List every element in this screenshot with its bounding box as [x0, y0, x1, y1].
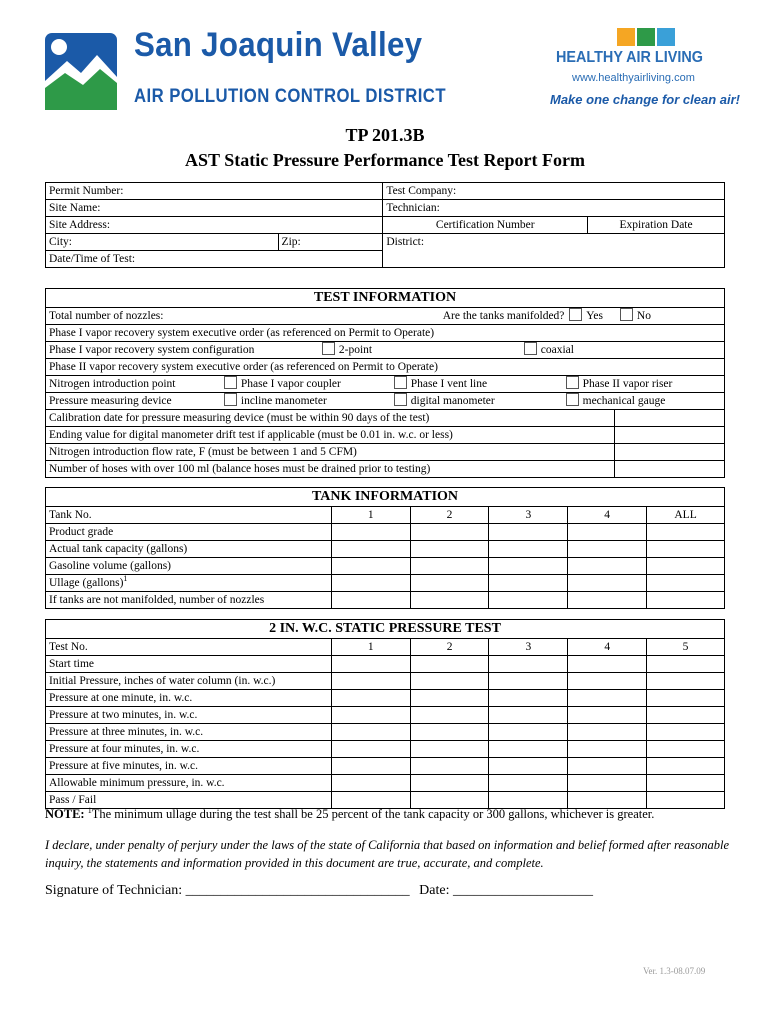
- table-cell[interactable]: [489, 524, 568, 541]
- table-cell[interactable]: [331, 541, 410, 558]
- table-cell[interactable]: [647, 541, 725, 558]
- table-cell[interactable]: [410, 592, 489, 609]
- pressure-row-label: Pressure at three minutes, in. w.c.: [46, 724, 332, 741]
- tank-row-label-ullage: [46, 575, 332, 592]
- pressure-test-table: [45, 619, 725, 809]
- table-cell[interactable]: [568, 656, 647, 673]
- table-cell[interactable]: [647, 775, 725, 792]
- table-cell[interactable]: [647, 524, 725, 541]
- table-cell[interactable]: [568, 575, 647, 592]
- table-cell[interactable]: [568, 541, 647, 558]
- table-cell[interactable]: [489, 724, 568, 741]
- hoses-label: Number of hoses with over 100 ml (balance hoses must be drained prior to testing): [46, 461, 615, 478]
- table-cell[interactable]: [647, 741, 725, 758]
- table-cell[interactable]: [410, 707, 489, 724]
- pressure-row-label: Pressure at two minutes, in. w.c.: [46, 707, 332, 724]
- table-cell[interactable]: [410, 758, 489, 775]
- pressure-row-label: Test No.: [46, 639, 332, 656]
- table-cell[interactable]: [410, 558, 489, 575]
- manifolded-yes-checkbox[interactable]: [569, 308, 582, 321]
- pressure-test-title: 2 IN. W.C. STATIC PRESSURE TEST: [46, 620, 725, 639]
- date-line[interactable]: ____________________: [453, 883, 593, 898]
- district-field[interactable]: District:: [383, 234, 588, 268]
- table-cell[interactable]: [489, 592, 568, 609]
- table-cell[interactable]: [568, 775, 647, 792]
- two-point-checkbox[interactable]: [322, 342, 335, 355]
- pressure-row-label: Initial Pressure, inches of water column (in. w.c.): [46, 673, 332, 690]
- table-cell[interactable]: [331, 758, 410, 775]
- table-cell[interactable]: [568, 724, 647, 741]
- coaxial-label: coaxial: [540, 344, 574, 356]
- healthy-air-tagline: Make one change for clean air!: [550, 92, 741, 107]
- table-cell[interactable]: [410, 575, 489, 592]
- table-cell[interactable]: [489, 558, 568, 575]
- table-row: [46, 690, 725, 707]
- date-time-field[interactable]: Date/Time of Test:: [46, 251, 383, 268]
- district-name: San Joaquin Valley: [134, 26, 423, 64]
- mechanical-gauge-label: mechanical gauge: [582, 395, 666, 407]
- phase1-config-row: [46, 342, 725, 359]
- test-company-field[interactable]: Test Company:: [383, 183, 725, 200]
- table-cell[interactable]: [568, 690, 647, 707]
- table-cell[interactable]: [331, 592, 410, 609]
- table-row: [46, 524, 725, 541]
- table-cell[interactable]: [489, 741, 568, 758]
- table-cell[interactable]: [410, 690, 489, 707]
- manifolded-no-checkbox[interactable]: [620, 308, 633, 321]
- technician-field[interactable]: Technician:: [383, 200, 725, 217]
- table-cell[interactable]: [489, 656, 568, 673]
- site-info-table: [45, 182, 725, 268]
- manifolded-label: Are the tanks manifolded?: [442, 310, 565, 322]
- table-cell[interactable]: [647, 592, 725, 609]
- ullage-label: Ullage (gallons): [49, 577, 124, 589]
- pressure-device-label: Pressure measuring device: [49, 395, 172, 407]
- healthy-air-living-title: HEALTHY AIR LIVING: [556, 49, 703, 66]
- incline-manometer-label: incline manometer: [240, 395, 327, 407]
- note-label: NOTE:: [45, 807, 85, 822]
- table-cell[interactable]: [410, 656, 489, 673]
- city-field[interactable]: City:: [46, 234, 279, 251]
- tank-information-table: [45, 487, 725, 609]
- table-row: [46, 541, 725, 558]
- table-cell[interactable]: [410, 541, 489, 558]
- tank-row-label: Gasoline volume (gallons): [46, 558, 332, 575]
- coaxial-checkbox[interactable]: [524, 342, 537, 355]
- district-field-blank[interactable]: [588, 234, 725, 268]
- tank-col-header: 2: [410, 507, 489, 524]
- table-cell[interactable]: [331, 524, 410, 541]
- zip-field[interactable]: Zip:: [278, 234, 383, 251]
- table-cell[interactable]: [489, 707, 568, 724]
- pressure-row-label: Start time: [46, 656, 332, 673]
- table-cell[interactable]: [568, 673, 647, 690]
- pressure-row-label: Pass / Fail: [46, 792, 332, 809]
- table-row: [46, 592, 725, 609]
- healthy-air-logo-squares: [617, 28, 677, 46]
- table-row: [46, 707, 725, 724]
- table-cell[interactable]: [647, 690, 725, 707]
- table-cell[interactable]: [568, 707, 647, 724]
- tank-row-label: Actual tank capacity (gallons): [46, 541, 332, 558]
- pressure-col-header: 1: [331, 639, 410, 656]
- district-logo: [45, 33, 117, 110]
- site-address-field[interactable]: Site Address:: [46, 217, 383, 234]
- test-information-title: TEST INFORMATION: [46, 289, 725, 308]
- note-text: The minimum ullage during the test shall be 25 percent of the tank capacity or 300 gallons, whichever is greater.: [91, 807, 655, 822]
- flow-rate-input[interactable]: [615, 444, 725, 461]
- table-cell[interactable]: [568, 741, 647, 758]
- ending-value-input[interactable]: [615, 427, 725, 444]
- ullage-note: [45, 806, 654, 822]
- table-row: [46, 673, 725, 690]
- table-cell[interactable]: [331, 656, 410, 673]
- table-row: [46, 758, 725, 775]
- table-cell[interactable]: [489, 690, 568, 707]
- flow-rate-label: Nitrogen introduction flow rate, F (must be between 1 and 5 CFM): [46, 444, 615, 461]
- phase2-eo-field[interactable]: Phase II vapor recovery system executive order (as referenced on Permit to Operate): [46, 359, 725, 376]
- tank-col-header: ALL: [647, 507, 725, 524]
- signature-label: Signature of Technician:: [45, 883, 183, 898]
- table-cell[interactable]: [647, 656, 725, 673]
- perjury-declaration: I declare, under penalty of perjury under the laws of the state of California that based on information and belief formed after reasonable inquiry, the statements and information provided in this document are true, accurate, and complete.: [45, 838, 730, 870]
- healthy-air-living-url[interactable]: www.healthyairliving.com: [572, 72, 695, 84]
- table-cell[interactable]: [568, 758, 647, 775]
- table-cell[interactable]: [568, 558, 647, 575]
- table-row: [46, 656, 725, 673]
- table-cell[interactable]: [647, 673, 725, 690]
- table-cell[interactable]: [489, 541, 568, 558]
- table-cell[interactable]: [489, 775, 568, 792]
- district-subtitle: AIR POLLUTION CONTROL DISTRICT: [134, 86, 446, 107]
- pressure-row-label: Pressure at one minute, in. w.c.: [46, 690, 332, 707]
- tank-row-label: Tank No.: [46, 507, 332, 524]
- tank-col-header: 3: [489, 507, 568, 524]
- table-cell[interactable]: [410, 524, 489, 541]
- site-name-field[interactable]: Site Name:: [46, 200, 383, 217]
- nitrogen-point-row: [46, 376, 725, 393]
- pressure-row-label: Pressure at four minutes, in. w.c.: [46, 741, 332, 758]
- ending-value-label: Ending value for digital manometer drift test if applicable (must be 0.01 in. w.c. or less): [46, 427, 615, 444]
- table-cell[interactable]: [568, 524, 647, 541]
- table-cell[interactable]: [647, 707, 725, 724]
- table-cell[interactable]: [489, 758, 568, 775]
- pressure-device-row: [46, 393, 725, 410]
- tank-information-title: TANK INFORMATION: [46, 488, 725, 507]
- table-cell[interactable]: [410, 741, 489, 758]
- table-cell[interactable]: [647, 575, 725, 592]
- phase1-coupler-checkbox[interactable]: [224, 376, 237, 389]
- table-cell[interactable]: [331, 575, 410, 592]
- table-cell[interactable]: [331, 707, 410, 724]
- tank-row-label: Product grade: [46, 524, 332, 541]
- pressure-col-header: 2: [410, 639, 489, 656]
- table-cell[interactable]: [489, 673, 568, 690]
- note-footnote-mark: 1: [87, 806, 92, 815]
- manifolded-no-label: No: [636, 310, 651, 322]
- table-cell[interactable]: [410, 775, 489, 792]
- table-cell[interactable]: [410, 724, 489, 741]
- test-information-table: [45, 288, 725, 478]
- table-cell[interactable]: [647, 758, 725, 775]
- pressure-col-header: 4: [568, 639, 647, 656]
- phase1-eo-field[interactable]: Phase I vapor recovery system executive order (as referenced on Permit to Operate): [46, 325, 725, 342]
- mechanical-gauge-checkbox[interactable]: [566, 393, 579, 406]
- table-row: [46, 775, 725, 792]
- tank-col-header: 1: [331, 507, 410, 524]
- phase1-vent-checkbox[interactable]: [394, 376, 407, 389]
- incline-manometer-checkbox[interactable]: [224, 393, 237, 406]
- calibration-date-input[interactable]: [615, 410, 725, 427]
- table-cell[interactable]: [647, 558, 725, 575]
- phase2-riser-checkbox[interactable]: [566, 376, 579, 389]
- phase1-coupler-label: Phase I vapor coupler: [240, 378, 341, 390]
- digital-manometer-checkbox[interactable]: [394, 393, 407, 406]
- tank-col-header: 4: [568, 507, 647, 524]
- hoses-input[interactable]: [615, 461, 725, 478]
- total-nozzles-field[interactable]: Total number of nozzles:: [46, 308, 440, 325]
- nitrogen-point-label: Nitrogen introduction point: [49, 378, 176, 390]
- table-cell[interactable]: [331, 690, 410, 707]
- pressure-col-header: 5: [647, 639, 725, 656]
- table-cell[interactable]: [489, 575, 568, 592]
- table-row: [46, 724, 725, 741]
- digital-manometer-label: digital manometer: [410, 395, 495, 407]
- form-title: AST Static Pressure Performance Test Report Form: [185, 150, 585, 170]
- table-cell[interactable]: [331, 724, 410, 741]
- tank-row-label: If tanks are not manifolded, number of nozzles: [46, 592, 332, 609]
- calibration-date-label: Calibration date for pressure measuring device (must be within 90 days of the test): [46, 410, 615, 427]
- ullage-footnote-mark: 1: [123, 574, 128, 584]
- phase1-vent-label: Phase I vent line: [410, 378, 488, 390]
- expiration-date-header: Expiration Date: [588, 217, 725, 234]
- table-cell[interactable]: [568, 592, 647, 609]
- table-cell[interactable]: [331, 741, 410, 758]
- date-label: Date:: [419, 883, 450, 898]
- table-cell[interactable]: [410, 673, 489, 690]
- version-label: Ver. 1.3-08.07.09: [643, 966, 706, 976]
- pressure-row-label: Allowable minimum pressure, in. w.c.: [46, 775, 332, 792]
- table-cell[interactable]: [647, 724, 725, 741]
- form-number: TP 201.3B: [345, 125, 425, 145]
- pressure-col-header: 3: [489, 639, 568, 656]
- phase2-riser-label: Phase II vapor riser: [582, 378, 673, 390]
- pressure-row-label: Pressure at five minutes, in. w.c.: [46, 758, 332, 775]
- certification-number-header: Certification Number: [383, 217, 588, 234]
- permit-number-field[interactable]: Permit Number:: [46, 183, 383, 200]
- table-cell[interactable]: [331, 558, 410, 575]
- signature-line[interactable]: ________________________________: [185, 883, 410, 898]
- manifolded-question: [440, 308, 725, 325]
- phase1-config-label: Phase I vapor recovery system configuration: [49, 344, 255, 356]
- table-row: [46, 741, 725, 758]
- signature-row: [45, 883, 593, 899]
- table-cell[interactable]: [647, 792, 725, 809]
- two-point-label: 2-point: [338, 344, 373, 356]
- table-cell[interactable]: [331, 673, 410, 690]
- table-row: [46, 575, 725, 592]
- table-row: [46, 558, 725, 575]
- table-cell[interactable]: [331, 775, 410, 792]
- manifolded-yes-label: Yes: [586, 310, 604, 322]
